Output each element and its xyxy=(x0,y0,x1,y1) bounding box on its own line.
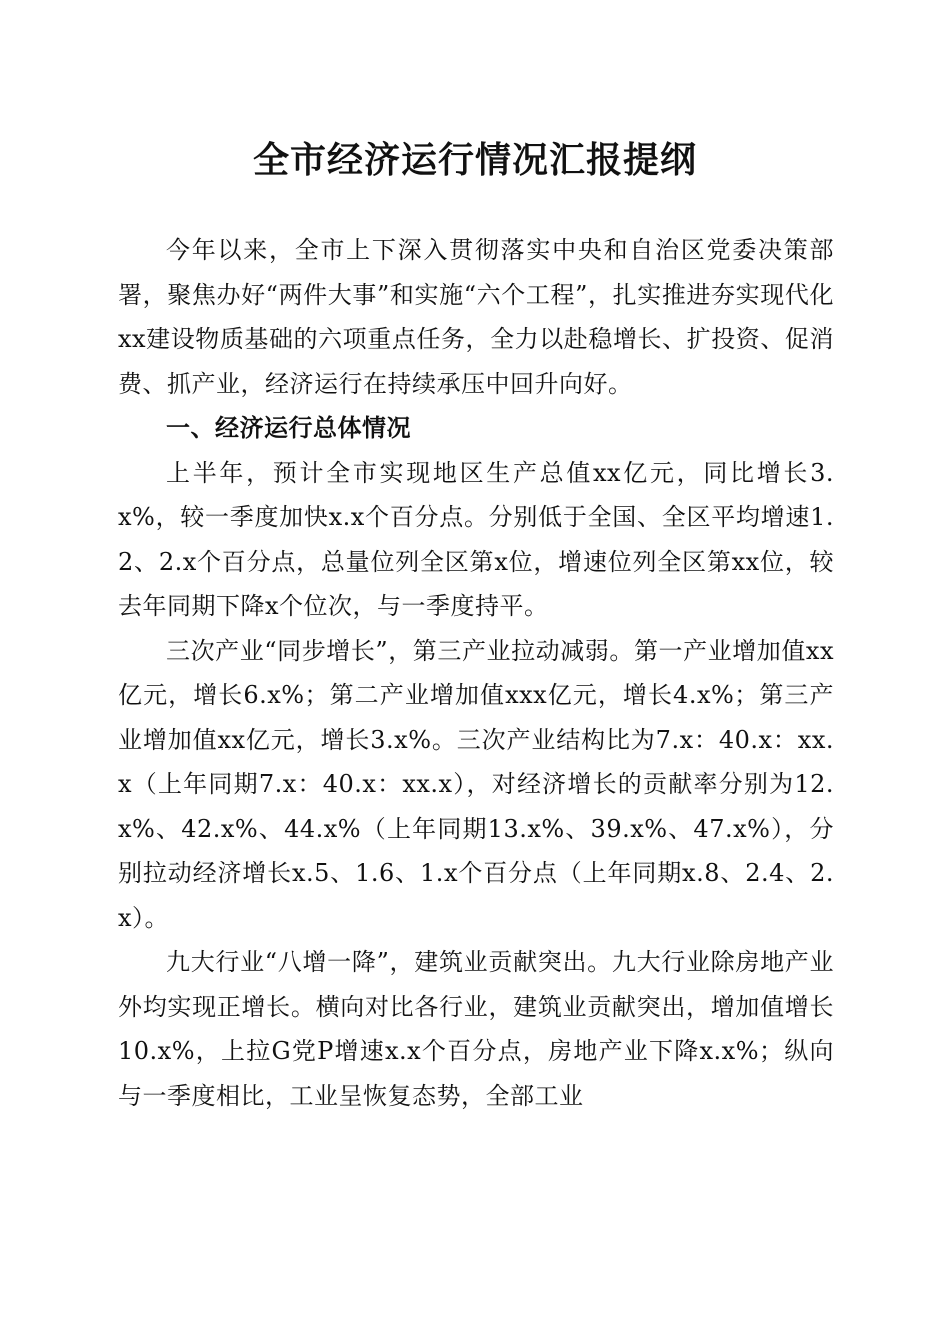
gdp-paragraph: 上半年，预计全市实现地区生产总值xx亿元，同比增长3.x%，较一季度加快x.x个百分点。分别低于全国、全区平均增速1.2、2.x个百分点，总量位列全区第x位，增速位列全区第xx位，较去年同期下降x个位次，与一季度持平。 xyxy=(118,458,834,620)
section-heading: 一、经济运行总体情况 xyxy=(166,414,411,442)
sector-paragraph: 九大行业“八增一降”，建筑业贡献突出。九大行业除房地产业外均实现正增长。横向对比各行业，建筑业贡献突出，增加值增长10.x%，上拉G党P增速x.x个百分点，房地产业下降x.x%；纵向与一季度相比，工业呈恢复态势，全部工业 xyxy=(118,948,834,1110)
document-title: 全市经济运行情况汇报提纲 xyxy=(252,139,697,181)
intro-paragraph: 今年以来，全市上下深入贯彻落实中央和自治区党委决策部署，聚焦办好“两件大事”和实施“六个工程”，扎实推进夯实现代化xx建设物质基础的六项重点任务，全力以赴稳增长、扩投资、促消费、抓产业，经济运行在持续承压中回升向好。 xyxy=(118,236,834,398)
document-body xyxy=(118,228,834,1118)
industry-structure-paragraph: 三次产业“同步增长”，第三产业拉动减弱。第一产业增加值xx亿元，增长6.x%；第二产业增加值xxx亿元，增长4.x%；第三产业增加值xx亿元，增长3.x%。三次产业结构比为7.x：40.x：xx.x（上年同期7.x：40.x：xx.x），对经济增长的贡献率分别为12.x%、42.x%、44.x%（上年同期13.x%、39.x%、47.x%），分别拉动经济增长x.5、1.6、1.x个百分点（上年同期x.8、2.4、2.x）。 xyxy=(118,636,834,932)
